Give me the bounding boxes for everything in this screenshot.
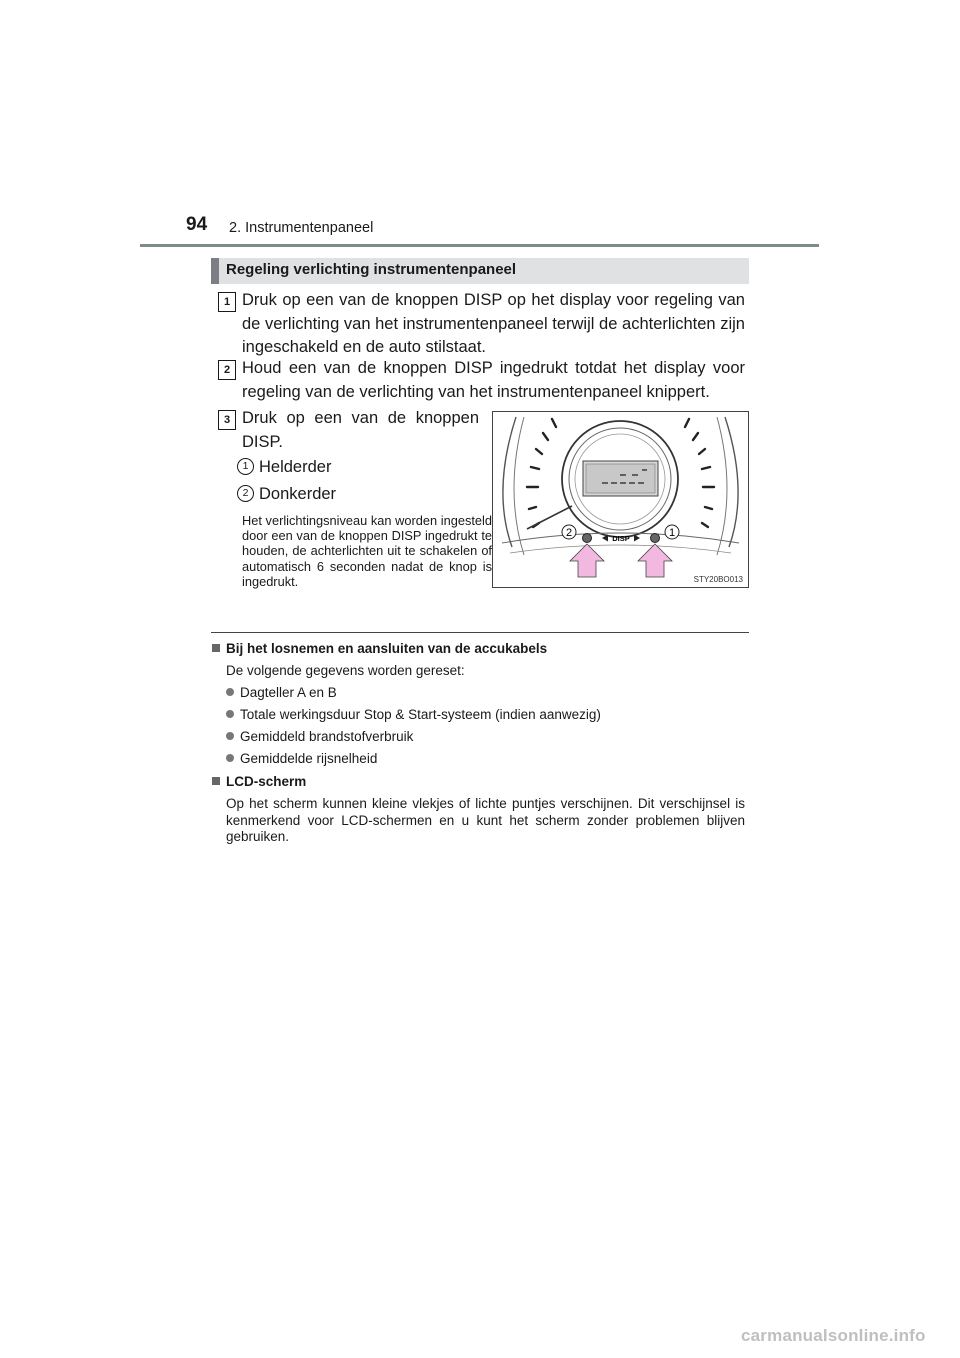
section-accent xyxy=(211,258,219,284)
list-item-text: Gemiddeld brandstofverbruik xyxy=(240,729,414,744)
list-item-text: Totale werkingsduur Stop & Start-systeem (indien aanwezig) xyxy=(240,707,601,722)
page-number: 94 xyxy=(186,214,208,235)
note-heading-lcd xyxy=(212,774,306,789)
callout-2: 2 xyxy=(565,527,573,539)
instrument-cluster-illustration xyxy=(492,411,749,588)
instrument-panel-figure xyxy=(492,411,749,588)
sub-item-label-darker: Donkerder xyxy=(259,485,337,503)
section-heading-bar xyxy=(211,258,749,284)
list-item xyxy=(226,685,337,700)
step-number-3: 3 xyxy=(218,410,236,430)
list-item-text: Gemiddelde rijsnelheid xyxy=(240,751,378,766)
step-1-text: Druk op een van de knoppen DISP op het display voor regeling van de verlichting van het instrumentenpaneel terwijl de achterlichten zijn ingeschakeld en de auto stilstaat. xyxy=(242,291,745,356)
step-2-text: Houd een van de knoppen DISP ingedrukt totdat het display voor regeling van de verlichting van het instrumentenpaneel knippert. xyxy=(242,359,745,401)
note-heading-lcd-text: LCD-scherm xyxy=(226,774,307,789)
section-title: Regeling verlichting instrumentenpaneel xyxy=(226,261,517,278)
note-heading-battery xyxy=(212,641,547,656)
sub-item-label-brighter: Helderder xyxy=(259,458,332,476)
step-number-2: 2 xyxy=(218,360,236,380)
figure-code: STY20BO013 xyxy=(693,575,743,584)
disp-button-label: DISP xyxy=(612,534,630,543)
note-heading-battery-text: Bij het losnemen en aansluiten van de accukabels xyxy=(226,641,548,656)
bullet-dot-icon xyxy=(226,732,234,740)
bullet-dot-icon xyxy=(226,710,234,718)
callout-1: 1 xyxy=(668,527,676,539)
list-item xyxy=(226,707,601,722)
square-bullet-icon xyxy=(212,644,220,652)
chapter-title: 2. Instrumentenpaneel xyxy=(229,220,374,236)
section-divider xyxy=(211,632,749,633)
step-number-1: 1 xyxy=(218,292,236,312)
sub-item-number-2: 2 xyxy=(237,485,254,502)
note-lcd-text: Op het scherm kunnen kleine vlekjes of lichte puntjes verschijnen. Dit verschijnsel is kenmerkend voor LCD-schermen en u kunt het scherm zonder problemen blijven gebruiken. xyxy=(226,796,745,844)
list-item xyxy=(226,751,377,766)
list-item xyxy=(226,729,413,744)
watermark: carmanualsonline.info xyxy=(741,1326,926,1345)
sub-item-number-1: 1 xyxy=(237,458,254,475)
square-bullet-icon xyxy=(212,777,220,785)
step-3-text: Druk op een van de knoppen DISP. xyxy=(242,409,479,451)
header-rule xyxy=(140,244,819,247)
note-battery-intro: De volgende gegevens worden gereset: xyxy=(226,663,465,678)
list-item-text: Dagteller A en B xyxy=(240,685,337,700)
step-3-note: Het verlichtingsniveau kan worden ingesteld door een van de knoppen DISP ingedrukt te houden, de achterlichten uit te schakelen of automatisch 6 seconden nadat de knop is ingedrukt. xyxy=(242,513,492,589)
bullet-dot-icon xyxy=(226,754,234,762)
bullet-dot-icon xyxy=(226,688,234,696)
